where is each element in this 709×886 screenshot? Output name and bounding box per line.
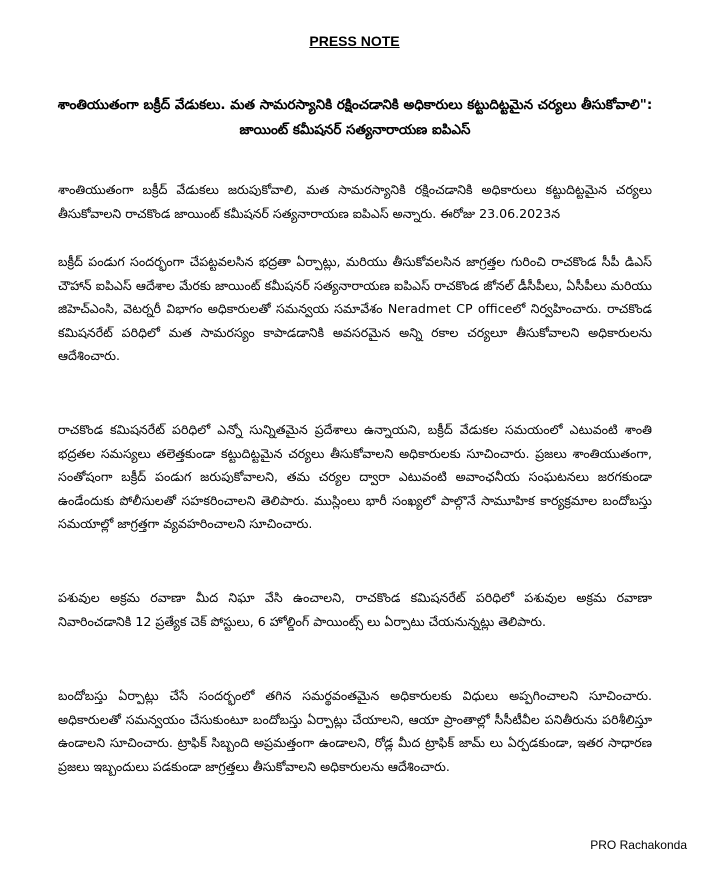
paragraph-sensitive-areas: రాచకొండ కమిషనరేట్ పరిధిలో ఎన్నో సున్నితమైన ప్రదేశాలు ఉన్నాయని, బక్రీద్ వేడుకల సమయంలో ఎటువంటి శాంతి భద్రతల సమస్యలు తలెత్తకుండా కట్టుదిట్టమైన చర్యలు తీసుకోవాలని అధికారులకు సూచించారు. ప్రజలు శాంతియుతంగా, సంతోషంగా బక్రీద్ పండుగ జరుపుకోవాలని, తమ చర్యల ద్వారా ఎటువంటి అవాంఛనీయ సంఘటనలు జరగకుండా ఉండేందుకు పోలీసులతో సహకరించాలని తెలిపారు. ముస్లింలు భారీ సంఖ్యలో పాల్గొనే సామూహిక కార్యక్రమాల బందోబస్తు సమయాల్లో జాగ్రత్తగా వ్యవహరించాలని సూచించారు. xyxy=(58,422,653,531)
document-heading: PRESS NOTE xyxy=(309,33,400,49)
paragraph-meeting: బక్రీద్ పండుగ సందర్భంగా చేపట్టవలసిన భద్రతా ఏర్పాట్లు, మరియు తీసుకోవలసిన జాగ్రత్తల గురించి రాచకొండ సీపీ డిఎస్ చౌహాన్ ఐపిఎస్ ఆదేశాల మేరకు జాయింట్ కమీషనర్ సత్యనారాయణ ఐపిఎస్ రాచకొండ జోనల్ డీసీపీలు, ఏసీపీలు మరియు జిహెచ్ఎంసి, వెటర్నరీ విభాగం అధికారులతో సమన్వయ సమావేశం Neradmet CP officeలో నిర్వహించారు. రాచకొండ కమిషనరేట్ పరిధిలో మత సామరస్యం కాపాడడానికి అవసరమైన అన్ని రకాల చర్యలూ తీసుకోవాలని అధికారులను ఆదేశించారు. xyxy=(58,254,652,363)
signature: PRO Rachakonda xyxy=(590,838,687,852)
paragraph-intro: శాంతియుతంగా బక్రీద్ వేడుకలు జరుపుకోవాలి, మత సామరస్యానికి రక్షించడానికి అధికారులు కట్టుదిట్టమైన చర్యలు తీసుకోవాలని రాచకొండ జాయింట్ కమీషనర్ సత్యనారాయణ ఐపిఎస్ అన్నారు. ఈరోజు 23.06.2023న xyxy=(58,182,652,221)
paragraph-check-posts: పశువుల అక్రమ రవాణా మీద నిఘా వేసి ఉంచాలని, రాచకొండ కమిషనరేట్ పరిధిలో పశువుల అక్రమ రవాణా నివారించడానికి 12 ప్రత్యేక చెక్ పోస్టులు, 6 హోల్డింగ్ పాయింట్స్ లు ఏర్పాటు చేయనున్నట్లు తెలిపారు. xyxy=(58,590,652,629)
press-note-title: శాంతియుతంగా బక్రీద్ వేడుకలు. మత సామరస్యానికి రక్షించడానికి అధికారులు కట్టుదిట్టమైన చర్యలు తీసుకోవాలి": జాయింట్ కమీషనర్ సత్యనారాయణ ఐపిఎస్ xyxy=(57,97,653,138)
paragraph-bandobast: బందోబస్తు ఏర్పాట్లు చేసే సందర్భంలో తగిన సమర్థవంతమైన అధికారులకు విధులు అప్పగించాలని సూచించారు. అధికారులతో సమన్వయం చేసుకుంటూ బందోబస్తు ఏర్పాట్లు చేయాలని, ఆయా ప్రాంతాల్లో సీసీటీవీల పనితీరును పరిశీలిస్తూ ఉండాలని సూచించారు. ట్రాఫిక్ సిబ్బంది అప్రమత్తంగా ఉండాలని, రోడ్ల మీద ట్రాఫిక్ జామ్ లు ఏర్పడకుండా, ఇతర సాధారణ ప్రజలు ఇబ్బందులు పడకుండా జాగ్రత్తలు తీసుకోవాలని అధికారులను ఆదేశించారు. xyxy=(58,688,652,774)
